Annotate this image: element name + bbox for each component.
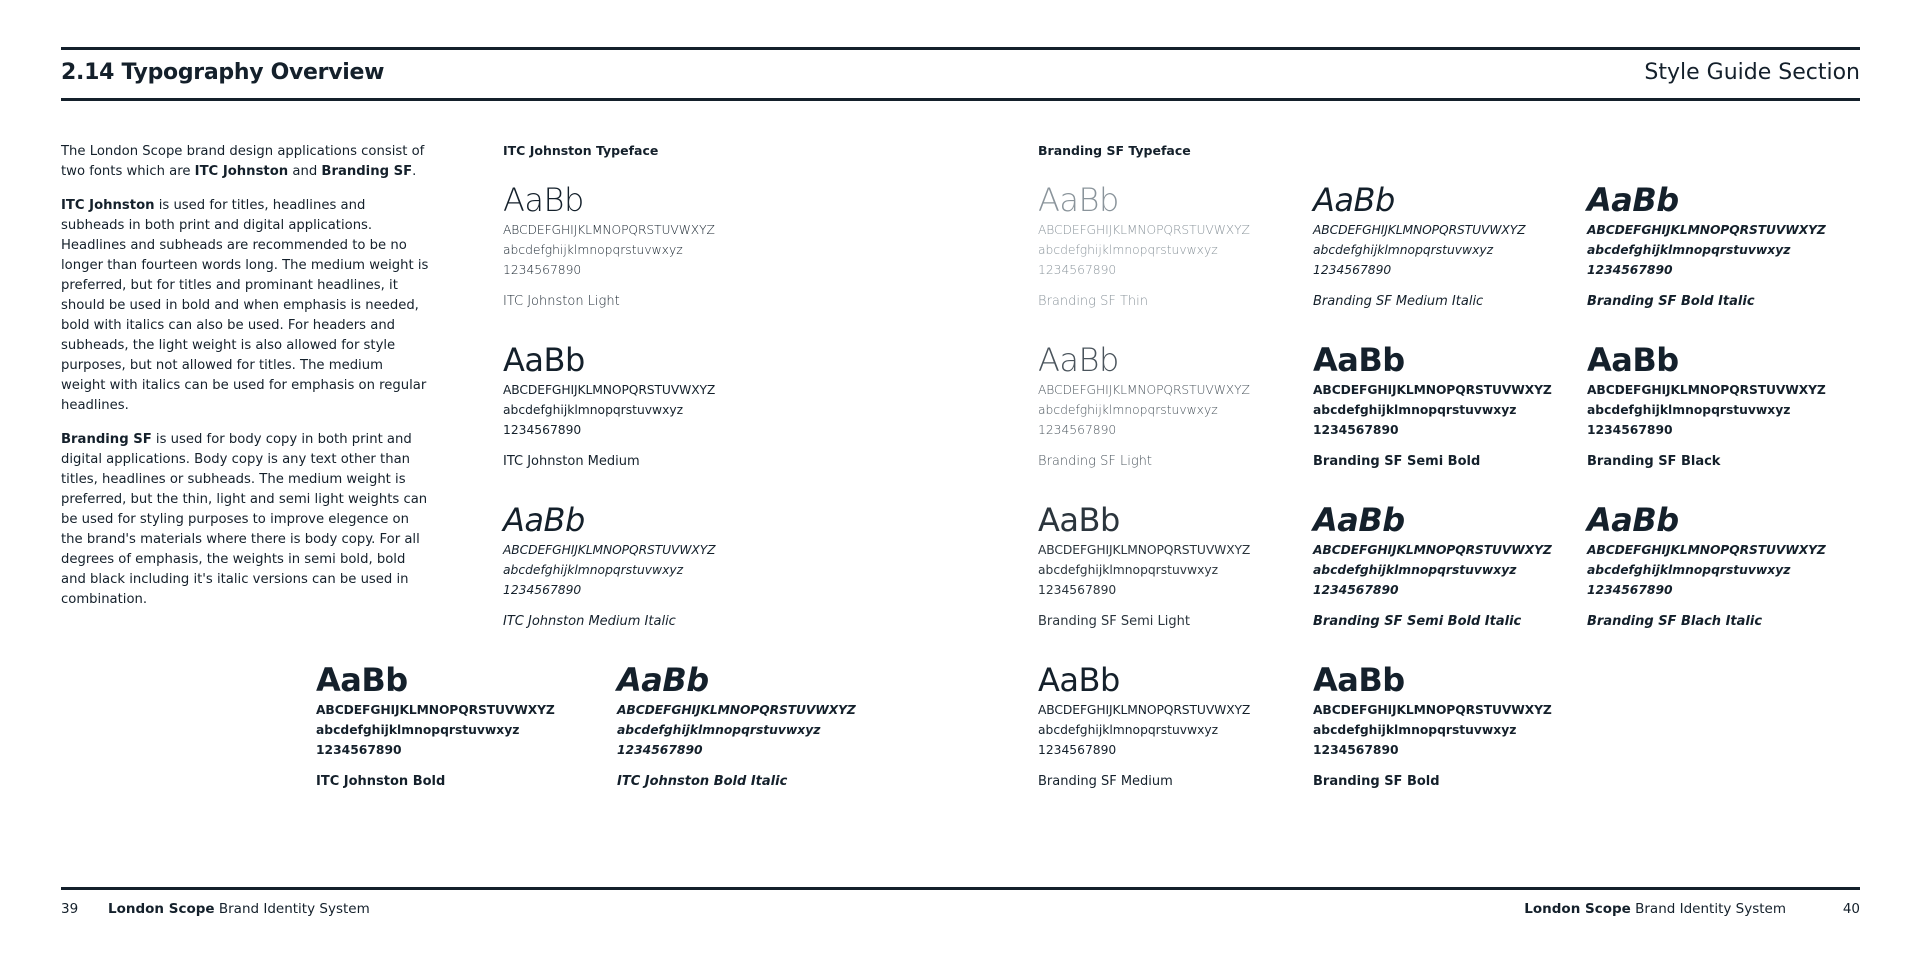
specimen-sf-bold-italic <box>1587 180 1826 312</box>
uppercase-alphabet: ABCDEFGHIJKLMNOPQRSTUVWXYZ <box>503 223 715 237</box>
numerals: 1234567890 <box>503 263 582 277</box>
specimen-johnston-bold <box>316 660 555 792</box>
intro-paragraph-1: The London Scope brand design applications consist of two fonts which are ITC Johnston and Branding SF. <box>61 144 425 179</box>
sample-glyphs: AaBb <box>1587 341 1679 379</box>
uppercase-alphabet: ABCDEFGHIJKLMNOPQRSTUVWXYZ <box>617 703 856 717</box>
sample-glyphs: AaBb <box>617 661 709 699</box>
page-title: 2.14 Typography Overview <box>61 60 385 85</box>
numerals: 1234567890 <box>1587 583 1673 597</box>
sample-glyphs: AaBb <box>1038 181 1119 219</box>
numerals: 1234567890 <box>503 583 582 597</box>
numerals: 1234567890 <box>1587 423 1673 437</box>
right-footer-brand: London Scope Brand Identity System <box>1524 901 1786 917</box>
sample-glyphs: AaBb <box>1038 661 1120 699</box>
numerals: 1234567890 <box>1587 263 1673 277</box>
numerals: 1234567890 <box>503 423 582 437</box>
uppercase-alphabet: ABCDEFGHIJKLMNOPQRSTUVWXYZ <box>1587 543 1826 557</box>
numerals: 1234567890 <box>316 743 402 757</box>
weight-name: Branding SF Bold <box>1313 774 1440 789</box>
sample-glyphs: AaBb <box>1587 501 1679 539</box>
intro-paragraph-3: Branding SF is used for body copy in both print and digital applications. Body copy is any text other than titles, headlines or subheads. The medium weight is preferred, but the thin, light and semi light weights can be used for styling purposes to improve elegence on the brand's materials where there is body copy. For all degrees of emphasis, the weights in semi bold, bold and black including it's italic versions can be used in combination. <box>61 432 428 607</box>
right-page-number: 40 <box>1842 901 1860 917</box>
specimen-johnston-medium <box>503 340 715 472</box>
section-label: Style Guide Section <box>1644 60 1860 85</box>
branding-typeface-title: Branding SF Typeface <box>1038 143 1191 158</box>
sample-glyphs: AaBb <box>1313 341 1405 379</box>
sample-glyphs: AaBb <box>1313 501 1405 539</box>
lowercase-alphabet: abcdefghijklmnopqrstuvwxyz <box>1313 723 1517 737</box>
top-rule <box>61 47 1860 50</box>
sample-glyphs: AaBb <box>1038 341 1119 379</box>
sample-glyphs: AaBb <box>316 661 408 699</box>
uppercase-alphabet: ABCDEFGHIJKLMNOPQRSTUVWXYZ <box>1038 703 1251 717</box>
lowercase-alphabet: abcdefghijklmnopqrstuvwxyz <box>503 243 683 257</box>
specimen-johnston-bold-italic <box>617 660 856 792</box>
lowercase-alphabet: abcdefghijklmnopqrstuvwxyz <box>1587 243 1791 257</box>
intro-paragraph-2: ITC Johnston is used for titles, headlines and subheads in both print and digital applications. Headlines and subheads are recommended to be no longer than fourteen words long. The medium weight is preferred, but for titles and prominant headlines, it should be used in bold and when emphasis is needed, bold with italics can also be used. For headers and subheads, the light weight is also allowed for style purposes, but not allowed for titles. The medium weight with italics can be used for emphasis on regular headlines. <box>61 198 429 413</box>
weight-name: ITC Johnston Medium Italic <box>503 614 676 629</box>
sample-glyphs: AaBb <box>503 501 585 539</box>
uppercase-alphabet: ABCDEFGHIJKLMNOPQRSTUVWXYZ <box>1313 703 1552 717</box>
uppercase-alphabet: ABCDEFGHIJKLMNOPQRSTUVWXYZ <box>1313 223 1526 237</box>
uppercase-alphabet: ABCDEFGHIJKLMNOPQRSTUVWXYZ <box>1038 223 1250 237</box>
weight-name: ITC Johnston Medium <box>503 454 640 469</box>
specimen-sf-semi-bold-italic <box>1313 500 1552 632</box>
lowercase-alphabet: abcdefghijklmnopqrstuvwxyz <box>1038 563 1219 577</box>
specimen-johnston-medium-italic <box>503 500 715 632</box>
numerals: 1234567890 <box>1038 263 1117 277</box>
uppercase-alphabet: ABCDEFGHIJKLMNOPQRSTUVWXYZ <box>1313 543 1552 557</box>
left-footer-brand: London Scope Brand Identity System <box>108 901 370 917</box>
specimen-sf-bold <box>1313 660 1552 792</box>
numerals: 1234567890 <box>1313 263 1392 277</box>
sample-glyphs: AaBb <box>1313 661 1405 699</box>
numerals: 1234567890 <box>1038 743 1117 757</box>
lowercase-alphabet: abcdefghijklmnopqrstuvwxyz <box>503 563 684 577</box>
uppercase-alphabet: ABCDEFGHIJKLMNOPQRSTUVWXYZ <box>1313 383 1552 397</box>
uppercase-alphabet: ABCDEFGHIJKLMNOPQRSTUVWXYZ <box>503 383 716 397</box>
numerals: 1234567890 <box>617 743 703 757</box>
lowercase-alphabet: abcdefghijklmnopqrstuvwxyz <box>1587 403 1791 417</box>
weight-name: Branding SF Blach Italic <box>1587 614 1763 629</box>
lowercase-alphabet: abcdefghijklmnopqrstuvwxyz <box>1313 243 1494 257</box>
sample-glyphs: AaBb <box>1313 181 1395 219</box>
numerals: 1234567890 <box>1313 583 1399 597</box>
specimen-sf-light <box>1038 340 1250 472</box>
sample-glyphs: AaBb <box>503 341 585 379</box>
specimen-johnston-light <box>503 180 715 312</box>
left-page-number: 39 <box>61 901 79 917</box>
specimen-sf-semi-light <box>1038 500 1250 632</box>
sample-glyphs: AaBb <box>1587 181 1679 219</box>
weight-name: Branding SF Semi Light <box>1038 614 1190 629</box>
weight-name: ITC Johnston Bold <box>316 774 446 789</box>
weight-name: Branding SF Medium <box>1038 774 1173 789</box>
uppercase-alphabet: ABCDEFGHIJKLMNOPQRSTUVWXYZ <box>1038 543 1251 557</box>
weight-name: ITC Johnston Bold Italic <box>617 774 788 789</box>
lowercase-alphabet: abcdefghijklmnopqrstuvwxyz <box>1038 243 1218 257</box>
lowercase-alphabet: abcdefghijklmnopqrstuvwxyz <box>1313 563 1517 577</box>
weight-name: Branding SF Black <box>1587 454 1721 469</box>
specimen-sf-semi-bold <box>1313 340 1552 472</box>
lowercase-alphabet: abcdefghijklmnopqrstuvwxyz <box>1313 403 1517 417</box>
uppercase-alphabet: ABCDEFGHIJKLMNOPQRSTUVWXYZ <box>1038 383 1250 397</box>
numerals: 1234567890 <box>1313 423 1399 437</box>
uppercase-alphabet: ABCDEFGHIJKLMNOPQRSTUVWXYZ <box>1587 223 1826 237</box>
uppercase-alphabet: ABCDEFGHIJKLMNOPQRSTUVWXYZ <box>316 703 555 717</box>
sample-glyphs: AaBb <box>503 181 584 219</box>
weight-name: Branding SF Light <box>1038 454 1152 469</box>
header-rule <box>61 98 1860 101</box>
specimen-sf-medium-italic <box>1313 180 1525 312</box>
numerals: 1234567890 <box>1038 583 1117 597</box>
lowercase-alphabet: abcdefghijklmnopqrstuvwxyz <box>1038 723 1219 737</box>
uppercase-alphabet: ABCDEFGHIJKLMNOPQRSTUVWXYZ <box>503 543 716 557</box>
weight-name: ITC Johnston Light <box>503 294 620 309</box>
sample-glyphs: AaBb <box>1038 501 1120 539</box>
numerals: 1234567890 <box>1313 743 1399 757</box>
specimen-sf-black <box>1587 340 1826 472</box>
specimen-sf-medium <box>1038 660 1250 792</box>
lowercase-alphabet: abcdefghijklmnopqrstuvwxyz <box>617 723 821 737</box>
uppercase-alphabet: ABCDEFGHIJKLMNOPQRSTUVWXYZ <box>1587 383 1826 397</box>
weight-name: Branding SF Bold Italic <box>1587 294 1755 309</box>
weight-name: Branding SF Medium Italic <box>1313 294 1484 309</box>
specimen-sf-black-italic <box>1587 500 1826 632</box>
numerals: 1234567890 <box>1038 423 1117 437</box>
weight-name: Branding SF Semi Bold <box>1313 454 1481 469</box>
specimen-sf-thin <box>1038 180 1250 312</box>
lowercase-alphabet: abcdefghijklmnopqrstuvwxyz <box>1587 563 1791 577</box>
johnston-typeface-title: ITC Johnston Typeface <box>503 143 659 158</box>
lowercase-alphabet: abcdefghijklmnopqrstuvwxyz <box>503 403 684 417</box>
weight-name: Branding SF Semi Bold Italic <box>1313 614 1522 629</box>
lowercase-alphabet: abcdefghijklmnopqrstuvwxyz <box>1038 403 1218 417</box>
lowercase-alphabet: abcdefghijklmnopqrstuvwxyz <box>316 723 520 737</box>
weight-name: Branding SF Thin <box>1038 294 1148 309</box>
intro-text <box>61 142 431 624</box>
footer-rule <box>61 887 1860 890</box>
